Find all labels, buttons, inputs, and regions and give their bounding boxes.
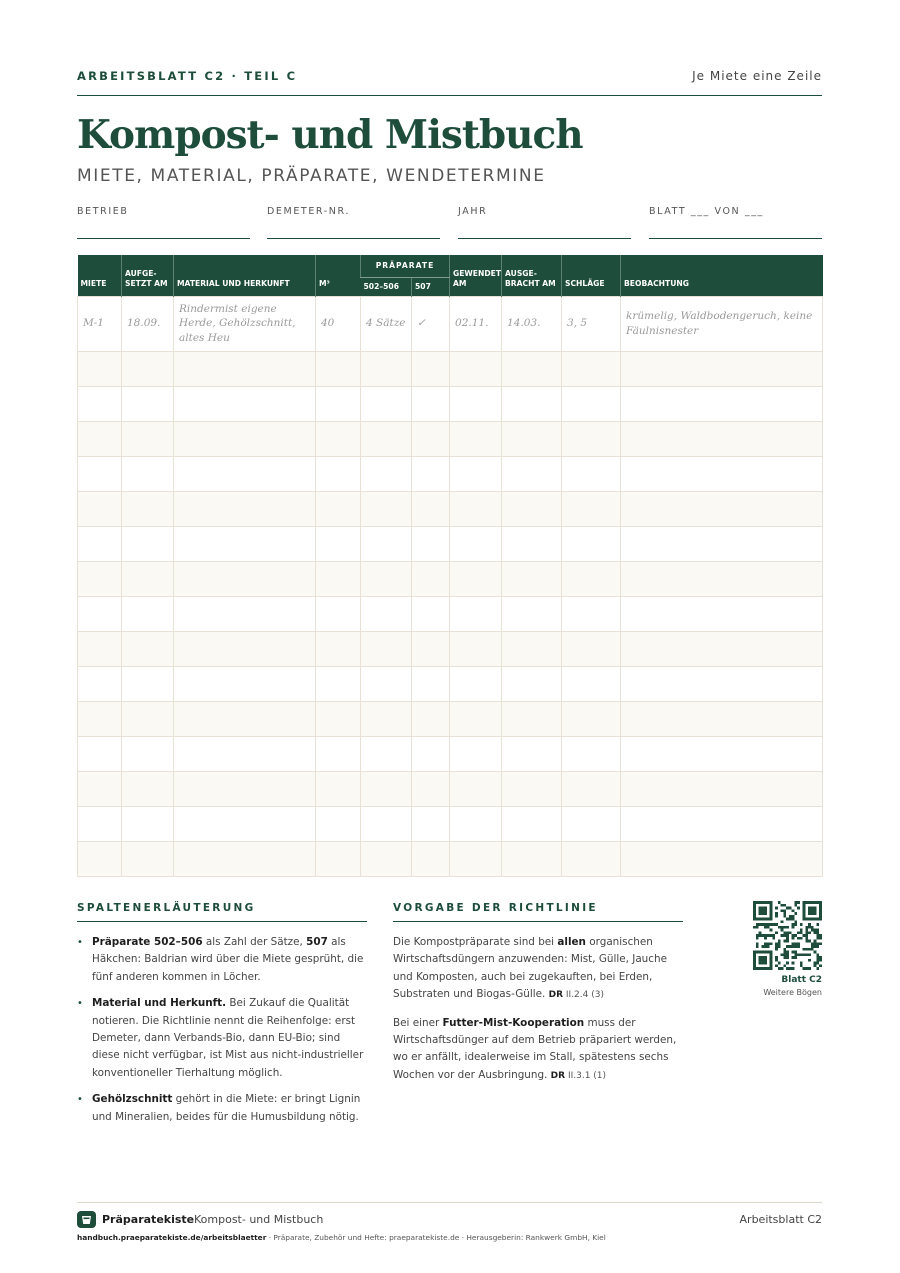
table-cell[interactable]: [502, 701, 562, 736]
table-row: [78, 596, 823, 631]
table-cell[interactable]: [621, 736, 823, 771]
table-row: [78, 701, 823, 736]
col-praeparate-502-506: 502–506: [361, 277, 412, 296]
page-header: [77, 69, 822, 96]
table-cell[interactable]: [361, 701, 412, 736]
legend-item-term: Präparate 502–506: [92, 936, 203, 948]
legend-item: [77, 1091, 367, 1126]
table-row: [78, 666, 823, 701]
table-cell[interactable]: [562, 631, 621, 666]
table-row: [78, 386, 823, 421]
rules-heading: VORGABE DER RICHTLINIE: [393, 902, 598, 914]
qr-subcaption: Weitere Bögen: [763, 988, 822, 997]
table-cell[interactable]: [502, 421, 562, 456]
table-row: [78, 631, 823, 666]
table-cell[interactable]: [621, 666, 823, 701]
table-cell[interactable]: [621, 771, 823, 806]
table-cell[interactable]: [450, 666, 502, 701]
table-cell[interactable]: [316, 561, 361, 596]
table-cell[interactable]: [78, 631, 122, 666]
rules-p2-emphasis: Futter-Mist-Kooperation: [442, 1016, 585, 1029]
legend-item: [77, 934, 367, 986]
example-schlaege: 3, 5: [562, 296, 621, 351]
table-cell[interactable]: [316, 351, 361, 386]
table-cell[interactable]: [122, 351, 174, 386]
col-beobachtung: BEOBACHTUNG: [621, 255, 823, 296]
table-cell[interactable]: [361, 421, 412, 456]
table-cell[interactable]: [412, 806, 450, 841]
legend-item-text: als Zahl der Sätze,: [202, 936, 307, 948]
table-cell[interactable]: [450, 701, 502, 736]
rules-p2-ref-code: DR: [550, 1070, 566, 1081]
table-cell[interactable]: [316, 631, 361, 666]
table-cell[interactable]: [502, 526, 562, 561]
table-cell[interactable]: [502, 666, 562, 701]
rules-text: [393, 934, 685, 1095]
table-cell[interactable]: [562, 561, 621, 596]
table-cell[interactable]: [316, 526, 361, 561]
bullet-icon: •: [77, 1094, 83, 1106]
rules-paragraph-1: [393, 934, 685, 1005]
table-cell[interactable]: [621, 596, 823, 631]
col-aufgesetzt: [122, 255, 174, 296]
table-cell[interactable]: [412, 701, 450, 736]
table-cell[interactable]: [122, 421, 174, 456]
table-cell[interactable]: [412, 631, 450, 666]
table-cell[interactable]: [502, 491, 562, 526]
worksheet-kicker: ARBEITSBLATT C2 · TEIL C: [77, 69, 298, 83]
table-cell[interactable]: [502, 456, 562, 491]
table-cell[interactable]: [502, 561, 562, 596]
legend-item-term-2: 507: [306, 936, 328, 948]
table-cell[interactable]: [450, 736, 502, 771]
bullet-icon: •: [77, 937, 83, 948]
table-cell[interactable]: [502, 631, 562, 666]
table-cell[interactable]: [78, 666, 122, 701]
blatt-label: BLATT ___ VON ___: [649, 206, 764, 217]
table-cell[interactable]: [122, 736, 174, 771]
table-row: [78, 526, 823, 561]
table-cell[interactable]: [450, 456, 502, 491]
table-row: [78, 771, 823, 806]
table-cell[interactable]: [562, 596, 621, 631]
table-cell[interactable]: [78, 456, 122, 491]
praeparatekiste-logo-icon: [77, 1211, 96, 1228]
table-cell[interactable]: [78, 806, 122, 841]
bullet-icon: •: [77, 998, 83, 1010]
table-cell[interactable]: [174, 701, 316, 736]
table-cell[interactable]: [361, 491, 412, 526]
table-cell[interactable]: [174, 526, 316, 561]
table-cell[interactable]: [361, 666, 412, 701]
table-cell[interactable]: [122, 596, 174, 631]
rules-p1-ref-section: II.2.4 (3): [563, 990, 604, 1001]
table-cell[interactable]: [316, 806, 361, 841]
rules-p1-reference: [549, 990, 604, 1000]
compost-log-table: [77, 255, 823, 877]
col-group-praeparate: PRÄPARATE: [361, 255, 450, 277]
footer-divider: [77, 1202, 822, 1203]
table-cell[interactable]: [621, 841, 823, 876]
table-cell[interactable]: [562, 351, 621, 386]
table-cell[interactable]: [450, 491, 502, 526]
table-cell[interactable]: [412, 421, 450, 456]
footer-url-link[interactable]: handbuch.praeparatekiste.de/arbeitsblaetter: [77, 1233, 267, 1242]
page-subtitle: MIETE, MATERIAL, PRÄPARATE, WENDETERMINE: [77, 166, 546, 186]
rules-p2-text-a: Bei einer: [393, 1016, 443, 1029]
table-row: [78, 491, 823, 526]
col-ausgebracht-line1: AUSGE-: [505, 268, 537, 278]
rules-paragraph-2: [393, 1015, 685, 1086]
col-material: MATERIAL UND HERKUNFT: [174, 255, 316, 296]
rules-rule: [393, 921, 683, 922]
table-cell[interactable]: [122, 841, 174, 876]
example-gewendet: 02.11.: [450, 296, 502, 351]
rules-p1-text-a: Die Kompostpräparate sind bei: [393, 936, 558, 948]
table-cell[interactable]: [450, 421, 502, 456]
table-cell[interactable]: [316, 701, 361, 736]
example-beobachtung: krümelig, Waldbodengeruch, keine Fäulnisnester: [621, 296, 823, 351]
qr-caption: Blatt C2: [781, 975, 822, 985]
table-cell[interactable]: [316, 841, 361, 876]
qr-code-icon[interactable]: [753, 901, 822, 970]
table-cell[interactable]: [502, 736, 562, 771]
table-cell[interactable]: [562, 456, 621, 491]
table-cell[interactable]: [174, 596, 316, 631]
table-row: [78, 456, 823, 491]
table-cell[interactable]: [361, 561, 412, 596]
table-cell[interactable]: [412, 561, 450, 596]
example-row: [78, 296, 823, 351]
table-cell[interactable]: [412, 491, 450, 526]
table-cell[interactable]: [412, 351, 450, 386]
table-cell[interactable]: [361, 351, 412, 386]
table-cell[interactable]: [316, 421, 361, 456]
table-cell[interactable]: [122, 456, 174, 491]
rules-p2-reference: [551, 1071, 606, 1081]
page-title: Kompost- und Mistbuch: [77, 112, 583, 158]
table-cell[interactable]: [412, 841, 450, 876]
col-m3: M³: [316, 255, 361, 296]
table-cell[interactable]: [174, 841, 316, 876]
table-cell[interactable]: [450, 526, 502, 561]
rules-p2-ref-section: II.3.1 (1): [565, 1070, 607, 1081]
footer-sheet-id: Arbeitsblatt C2: [739, 1213, 822, 1226]
table-cell[interactable]: [361, 456, 412, 491]
rules-p1-ref-code: DR: [548, 990, 564, 1001]
table-cell[interactable]: [122, 561, 174, 596]
table-cell[interactable]: [316, 456, 361, 491]
table-cell[interactable]: [621, 526, 823, 561]
table-cell[interactable]: [122, 631, 174, 666]
footer-brand: Präparatekiste: [102, 1213, 195, 1226]
example-ausgebracht: 14.03.: [502, 296, 562, 351]
table-cell[interactable]: [562, 386, 621, 421]
table-row: [78, 351, 823, 386]
table-cell[interactable]: [174, 456, 316, 491]
table-row: [78, 561, 823, 596]
table-cell[interactable]: [361, 841, 412, 876]
blatt-field[interactable]: [649, 199, 822, 239]
table-cell[interactable]: [174, 386, 316, 421]
legend-item-text: Bei Zukauf die Qualität notieren. Die Richtlinie nennt die Reihenfolge: erst Demeter, dann Verbands-Bio, dann EU-Bio; sind diese nicht verfügbar, ist Mist aus nicht-industrieller konventioneller Tierhaltung möglich.: [92, 997, 364, 1079]
table-cell[interactable]: [361, 736, 412, 771]
jahr-label: JAHR: [458, 206, 488, 217]
col-aufgesetzt-line2: SETZT AM: [125, 278, 168, 288]
table-row: [78, 806, 823, 841]
table-row: [78, 841, 823, 876]
table-cell[interactable]: [562, 526, 621, 561]
table-cell[interactable]: [361, 596, 412, 631]
demeter-nr-field[interactable]: [267, 199, 440, 239]
col-gewendet-line2: AM: [453, 278, 467, 288]
betrieb-field[interactable]: [77, 199, 250, 239]
table-cell[interactable]: [450, 841, 502, 876]
betrieb-label: BETRIEB: [77, 206, 129, 217]
table-cell[interactable]: [621, 421, 823, 456]
table-cell[interactable]: [621, 561, 823, 596]
table-cell[interactable]: [502, 351, 562, 386]
table-cell[interactable]: [621, 456, 823, 491]
table-cell[interactable]: [316, 491, 361, 526]
table-cell[interactable]: [502, 841, 562, 876]
table-cell[interactable]: [412, 596, 450, 631]
legend-item-text-2: als Häkchen: Baldrian wird über die Miete gesprüht, die fünf anderen kommen in Löcher.: [92, 936, 364, 983]
table-cell[interactable]: [450, 561, 502, 596]
col-aufgesetzt-line1: AUFGE-: [125, 268, 157, 278]
rules-p1-text-b: organischen Wirtschaftsdüngern anzuwenden: Mist, Gülle, Jauche und Komposten, auch bei zugekauften, bei Erden, Substraten und Biogas-Gülle.: [393, 936, 667, 1001]
table-cell[interactable]: [78, 771, 122, 806]
table-cell[interactable]: [412, 386, 450, 421]
table-cell[interactable]: [174, 736, 316, 771]
table-cell[interactable]: [316, 771, 361, 806]
table-cell[interactable]: [412, 526, 450, 561]
legend-list: [77, 934, 367, 1135]
col-ausgebracht-line2: BRACHT AM: [505, 278, 556, 288]
table-cell[interactable]: [562, 841, 621, 876]
col-gewendet: [450, 255, 502, 296]
table-cell[interactable]: [78, 526, 122, 561]
jahr-field[interactable]: [458, 199, 631, 239]
footer-info-text: · Präparate, Zubehör und Hefte: praeparatekiste.de · Herausgeberin: Rankwerk GmbH, Kiel: [266, 1233, 606, 1242]
footer-info: [77, 1233, 606, 1242]
table-cell[interactable]: [78, 386, 122, 421]
table-cell[interactable]: [562, 736, 621, 771]
table-cell[interactable]: [450, 351, 502, 386]
table-cell[interactable]: [412, 736, 450, 771]
table-cell[interactable]: [562, 491, 621, 526]
table-cell[interactable]: [621, 701, 823, 736]
table-cell[interactable]: [412, 456, 450, 491]
table-cell[interactable]: [78, 701, 122, 736]
table-cell[interactable]: [502, 771, 562, 806]
table-cell[interactable]: [174, 806, 316, 841]
example-miete: M-1: [78, 296, 122, 351]
table-cell[interactable]: [78, 841, 122, 876]
table-cell[interactable]: [361, 631, 412, 666]
table-cell[interactable]: [412, 666, 450, 701]
table-cell[interactable]: [174, 491, 316, 526]
table-cell[interactable]: [122, 771, 174, 806]
table-cell[interactable]: [122, 701, 174, 736]
table-cell[interactable]: [78, 491, 122, 526]
col-schlaege: SCHLÄGE: [562, 255, 621, 296]
table-cell[interactable]: [450, 806, 502, 841]
table-cell[interactable]: [502, 806, 562, 841]
table-cell[interactable]: [562, 701, 621, 736]
legend-rule: [77, 921, 367, 922]
table-cell[interactable]: [621, 806, 823, 841]
example-m3: 40: [316, 296, 361, 351]
table-cell[interactable]: [316, 386, 361, 421]
rules-p2-text-b: muss der Wirtschaftsdünger auf dem Betrieb präpariert werden, wo er anfällt, idealerweise im Stall, spätestens sechs Wochen vor der Ausbringung.: [393, 1016, 677, 1081]
table-cell[interactable]: [361, 526, 412, 561]
col-gewendet-line1: GEWENDET: [453, 268, 502, 278]
table-cell[interactable]: [621, 491, 823, 526]
table-cell[interactable]: [78, 421, 122, 456]
table-cell[interactable]: [562, 771, 621, 806]
legend-item-term: Gehölzschnitt: [92, 1093, 173, 1106]
table-cell[interactable]: [562, 806, 621, 841]
table-cell[interactable]: [174, 666, 316, 701]
table-cell[interactable]: [174, 631, 316, 666]
table-cell[interactable]: [78, 351, 122, 386]
table-cell[interactable]: [450, 386, 502, 421]
table-cell[interactable]: [621, 386, 823, 421]
demeter-nr-label: DEMETER-NR.: [267, 206, 350, 217]
table-cell[interactable]: [361, 771, 412, 806]
footer-document-name: · Kompost- und Mistbuch: [187, 1213, 324, 1226]
table-cell[interactable]: [621, 631, 823, 666]
header-hint: Je Miete eine Zeile: [692, 69, 822, 83]
col-ausgebracht: [502, 255, 562, 296]
example-502-506: 4 Sätze: [361, 296, 412, 351]
table-row: [78, 736, 823, 771]
example-aufgesetzt: 18.09.: [122, 296, 174, 351]
table-cell[interactable]: [122, 491, 174, 526]
table-cell[interactable]: [562, 421, 621, 456]
col-miete: MIETE: [78, 255, 122, 296]
table-cell[interactable]: [502, 386, 562, 421]
table-cell[interactable]: [122, 526, 174, 561]
table-cell[interactable]: [361, 806, 412, 841]
table-cell[interactable]: [174, 351, 316, 386]
table-cell[interactable]: [122, 806, 174, 841]
legend-heading: SPALTENERLÄUTERUNG: [77, 902, 256, 914]
example-507: ✓: [412, 296, 450, 351]
table-cell[interactable]: [78, 596, 122, 631]
legend-item-term: Material und Herkunft.: [92, 997, 227, 1010]
example-material: Rindermist eigene Herde, Gehölzschnitt, altes Heu: [174, 296, 316, 351]
table-cell[interactable]: [174, 421, 316, 456]
table-cell[interactable]: [450, 631, 502, 666]
table-cell[interactable]: [502, 596, 562, 631]
legend-item-text: gehört in die Miete: er bringt Lignin und Mineralien, beides für die Humusbildung nötig.: [92, 1093, 361, 1123]
table-cell[interactable]: [122, 386, 174, 421]
table-cell[interactable]: [316, 596, 361, 631]
table-cell[interactable]: [78, 561, 122, 596]
table-cell[interactable]: [450, 771, 502, 806]
table-cell[interactable]: [174, 771, 316, 806]
table-cell[interactable]: [316, 666, 361, 701]
table-cell[interactable]: [621, 351, 823, 386]
table-cell[interactable]: [316, 736, 361, 771]
table-cell[interactable]: [361, 386, 412, 421]
table-cell[interactable]: [450, 596, 502, 631]
table-row: [78, 421, 823, 456]
table-cell[interactable]: [174, 561, 316, 596]
rules-p1-emphasis: allen: [557, 936, 586, 948]
table-cell[interactable]: [562, 666, 621, 701]
table-cell[interactable]: [412, 771, 450, 806]
col-praeparate-507: 507: [412, 277, 450, 296]
legend-item: [77, 995, 367, 1082]
table-cell[interactable]: [78, 736, 122, 771]
table-cell[interactable]: [122, 666, 174, 701]
